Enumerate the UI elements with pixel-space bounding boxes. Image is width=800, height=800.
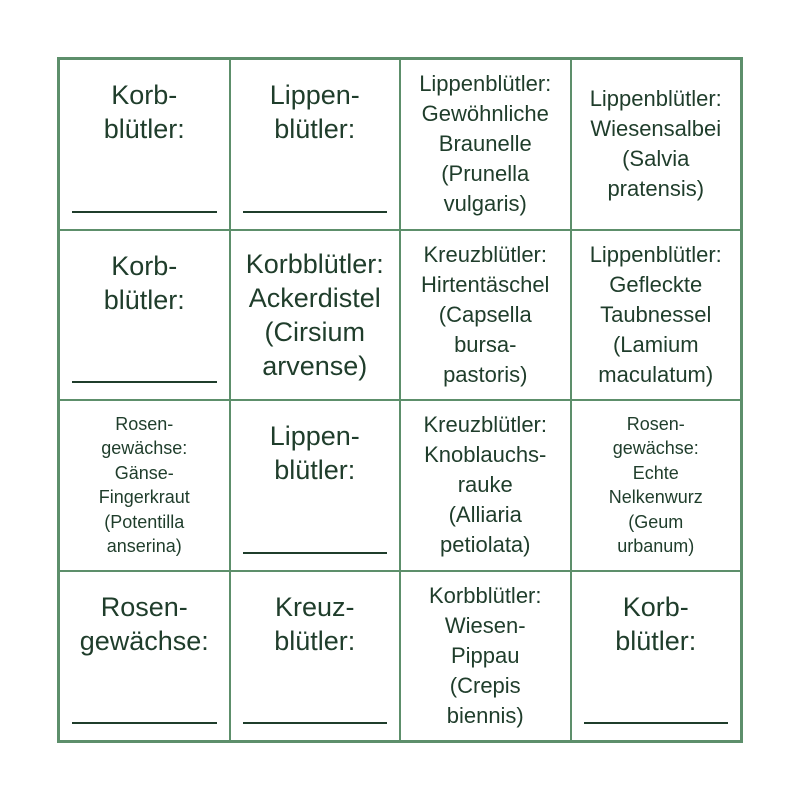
answer-line (72, 722, 217, 724)
cell-text: Lippen- blütler: (269, 421, 360, 485)
bingo-cell[interactable] (400, 59, 571, 230)
answer-line (72, 211, 217, 213)
cell-text: Korbblütler: Wiesen- Pippau (Crepis biennis) (428, 582, 542, 728)
cell-text: Lippenblütler: Gewöhnliche Braunelle (Prunella vulgaris) (419, 71, 552, 217)
cell-text: Lippen- blütler: (269, 80, 360, 144)
bingo-cell[interactable] (400, 400, 571, 571)
answer-line (243, 722, 388, 724)
cell-text: Korb- blütler: (615, 591, 697, 656)
bingo-cell[interactable] (59, 400, 230, 571)
bingo-cell[interactable] (571, 59, 742, 230)
cell-text: Rosen- gewächse: (79, 591, 209, 656)
cell-text: Lippenblütler: Gefleckte Taubnessel (Lamium maculatum) (589, 241, 722, 387)
bingo-cell[interactable] (230, 400, 401, 571)
bingo-cell[interactable] (59, 59, 230, 230)
bingo-cell[interactable] (230, 230, 401, 401)
bingo-cell[interactable] (571, 400, 742, 571)
cell-text: Korbblütler: Ackerdistel (Cirsium arvense) (245, 248, 384, 381)
cell-text: Korb- blütler: (103, 80, 185, 144)
cell-text: Kreuz- blütler: (274, 591, 356, 656)
answer-line (72, 381, 217, 383)
answer-line (243, 211, 388, 213)
cell-text: Rosen- gewächse: Gänse- Fingerkraut (Potentilla anserina) (98, 413, 190, 557)
cell-text: Kreuzblütler: Hirtentäschel (Capsella bursa- pastoris) (421, 241, 550, 387)
cell-text: Kreuzblütler: Knoblauchs- rauke (Alliaria petiolata) (423, 412, 547, 558)
bingo-cell[interactable] (400, 230, 571, 401)
bingo-cell[interactable] (571, 230, 742, 401)
cell-text: Lippenblütler: Wiesensalbei (Salvia pratensis) (589, 86, 722, 202)
bingo-cell[interactable] (230, 571, 401, 742)
answer-line (584, 722, 729, 724)
bingo-board (57, 57, 743, 743)
bingo-cell[interactable] (571, 571, 742, 742)
answer-line (243, 552, 388, 554)
bingo-cell[interactable] (59, 571, 230, 742)
bingo-cell[interactable] (400, 571, 571, 742)
cell-text: Rosen- gewächse: Echte Nelkenwurz (Geum urbanum) (608, 413, 703, 557)
bingo-cell[interactable] (59, 230, 230, 401)
bingo-cell[interactable] (230, 59, 401, 230)
cell-text: Korb- blütler: (103, 250, 185, 315)
